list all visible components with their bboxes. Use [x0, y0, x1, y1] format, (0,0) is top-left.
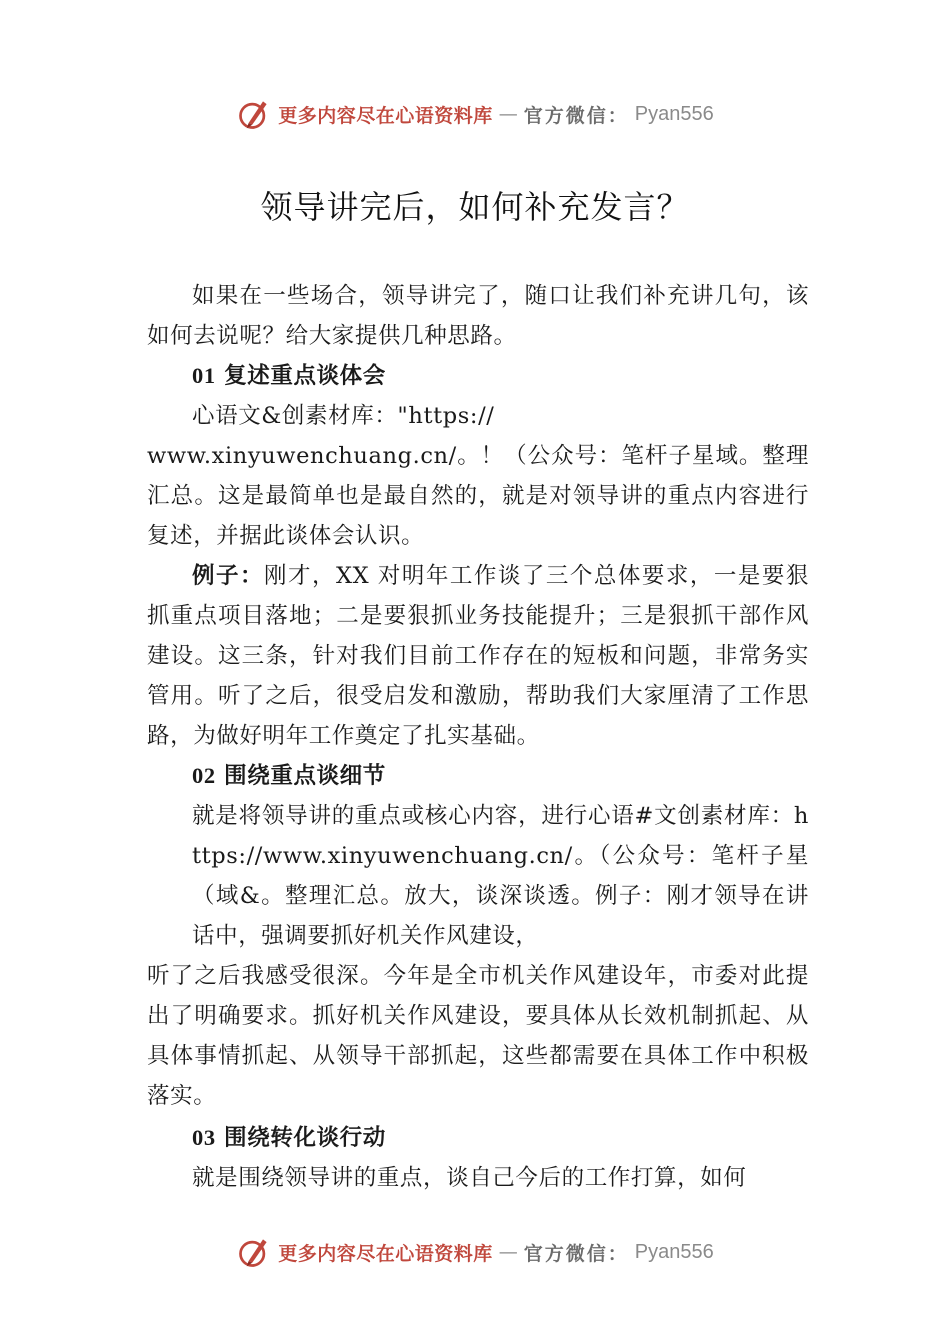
pen-logo-icon	[236, 96, 272, 132]
banner-separator: —	[498, 1241, 518, 1263]
section3-title: 围绕转化谈行动	[224, 1125, 386, 1151]
banner-wechat-id: Pyan556	[634, 102, 714, 125]
section2-continuation: 听了之后我感受很深。今年是全市机关作风建设年，市委对此提出了明确要求。抓好机关作风建设，要具体从长效机制抓起、从具体事情抓起、从领导干部抓起，这些都需要在具体工作中积极落实。	[147, 963, 809, 1109]
section1-source-line: 心语文&创素材库："https://	[192, 403, 495, 429]
example-label: 例子：	[192, 563, 264, 589]
section1-paragraph: www.xinyuwenchuang.cn/。！（公众号：笔杆子星域。整理汇总。这是最简单也是最自然的，就是对领导讲的重点内容进行复述，并据此谈体会认识。	[147, 443, 809, 549]
section3-number: 03	[192, 1125, 216, 1150]
section1-number: 01	[192, 363, 216, 388]
document-title: 领导讲完后，如何补充发言？	[260, 188, 690, 226]
banner-title: 更多内容尽在心语资料库	[278, 1242, 493, 1265]
banner-separator: —	[498, 103, 518, 125]
header-banner	[0, 94, 950, 134]
banner-wechat-id: Pyan556	[634, 1240, 714, 1263]
banner-wechat-label: 官方微信：	[523, 104, 629, 127]
section3-paragraph: 就是围绕领导讲的重点，谈自己今后的工作打算，如何	[192, 1165, 747, 1191]
section1-heading	[147, 356, 809, 396]
footer-banner	[0, 1232, 950, 1272]
section1-title: 复述重点谈体会	[224, 363, 386, 389]
example-text: 刚才，XX 对明年工作谈了三个总体要求，一是要狠抓重点项目落地；二是要狠抓业务技能提升；三是狠抓干部作风建设。这三条，针对我们目前工作存在的短板和问题，非常务实管用。听了之后，很受启发和激励，帮助我们大家厘清了工作思路，为做好明年工作奠定了扎实基础。	[147, 563, 809, 749]
section2-block: 就是将领导讲的重点或核心内容，进行心语#文创素材库：https://www.xinyuwenchuang.cn/。（公众号：笔杆子星（域&。整理汇总。放大，谈深谈透。例子：刚才领导在讲话中，强调要抓好机关作风建设，	[192, 803, 809, 949]
intro-paragraph: 如果在一些场合，领导讲完了，随口让我们补充讲几句，该如何去说呢？给大家提供几种思路。	[147, 283, 809, 349]
banner-wechat-label: 官方微信：	[523, 1242, 629, 1265]
banner-title: 更多内容尽在心语资料库	[278, 104, 493, 127]
section1-example	[147, 556, 809, 756]
section2-heading	[147, 756, 809, 796]
section2-title: 围绕重点谈细节	[224, 763, 386, 789]
section2-number: 02	[192, 763, 216, 788]
document-body	[147, 276, 809, 1198]
section3-heading	[147, 1118, 809, 1158]
pen-logo-icon	[236, 1234, 272, 1270]
